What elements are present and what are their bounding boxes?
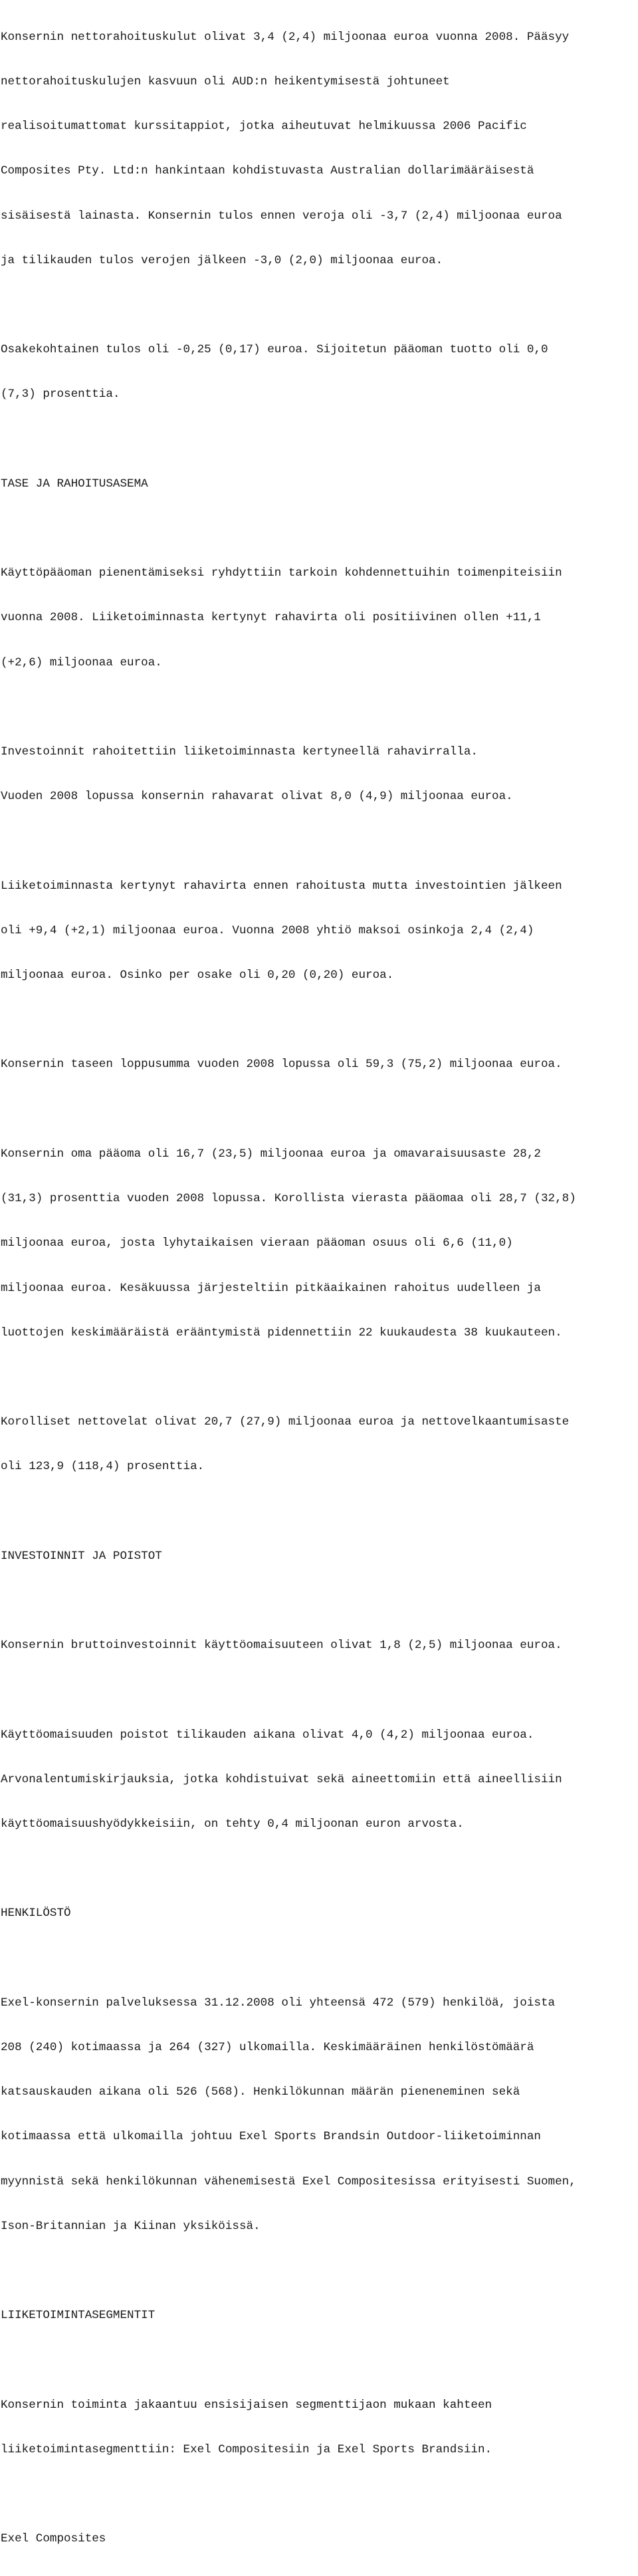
text-line: Käyttöomaisuuden poistot tilikauden aikana olivat 4,0 (4,2) miljoonaa euroa. — [1, 1728, 534, 1742]
text-line: käyttöomaisuushyödykkeisiin, on tehty 0,4 miljoonan euron arvosta. — [1, 1817, 464, 1831]
text-line: Konsernin toiminta jakaantuu ensisijaisen segmenttijaon mukaan kahteen — [1, 2398, 492, 2412]
paragraph-gap — [1, 2264, 638, 2278]
paragraph-gap — [1, 1683, 638, 1697]
text-line: oli +9,4 (+2,1) miljoonaa euroa. Vuonna 2008 yhtiö maksoi osinkoja 2,4 (2,4) — [1, 923, 534, 937]
paragraph-net-debt — [1, 1385, 638, 1504]
text-line: sisäisestä lainasta. Konsernin tulos ennen veroja oli -3,7 (2,4) miljoonaa euroa — [1, 209, 562, 223]
text-line: (+2,6) miljoonaa euroa. — [1, 655, 162, 669]
text-line: Konsernin nettorahoituskulut olivat 3,4 (2,4) miljoonaa euroa vuonna 2008. Pääsyy — [1, 30, 570, 44]
text-line: Liiketoiminnasta kertynyt rahavirta ennen rahoitusta mutta investointien jälkeen — [1, 879, 562, 893]
paragraph-gross-investments — [1, 1608, 638, 1683]
paragraph-gap — [1, 521, 638, 536]
paragraph-gap — [1, 298, 638, 312]
paragraph-gap — [1, 1504, 638, 1519]
subsection-heading-exel-composites — [1, 2502, 638, 2576]
section-heading-text: TASE JA RAHOITUSASEMA — [1, 477, 148, 491]
text-line: kotimaassa että ulkomailla johtuu Exel Sports Brandsin Outdoor-liiketoiminnan — [1, 2130, 541, 2144]
text-line: ja tilikauden tulos verojen jälkeen -3,0 (2,0) miljoonaa euroa. — [1, 253, 443, 267]
text-line: myynnistä sekä henkilökunnan vähenemisestä Exel Compositesissa erityisesti Suomen, — [1, 2174, 576, 2188]
text-line: 208 (240) kotimaassa ja 264 (327) ulkomailla. Keskimääräinen henkilöstömäärä — [1, 2040, 534, 2054]
text-line: oli 123,9 (118,4) prosenttia. — [1, 1460, 205, 1474]
text-line: Korolliset nettovelat olivat 20,7 (27,9) miljoonaa euroa ja nettovelkaantumisaste — [1, 1415, 570, 1429]
paragraph-gap — [1, 1370, 638, 1385]
text-line: Ison-Britannian ja Kiinan yksiköissä. — [1, 2219, 261, 2233]
paragraph-gap — [1, 1951, 638, 1966]
paragraph-personnel — [1, 1966, 638, 2264]
paragraph-balance-total — [1, 1028, 638, 1102]
text-line: (31,3) prosenttia vuoden 2008 lopussa. Korollista vierasta pääomaa oli 28,7 (32,8) — [1, 1192, 576, 1206]
section-heading-investments — [1, 1519, 638, 1593]
paragraph-segments — [1, 2368, 638, 2487]
paragraph-earnings-per-share — [1, 312, 638, 431]
text-line: luottojen keskimääräistä erääntymistä pidennettiin 22 kuukaudesta 38 kuukauteen. — [1, 1326, 562, 1340]
text-line: nettorahoituskulujen kasvuun oli AUD:n heikentymisestä johtuneet — [1, 75, 450, 89]
paragraph-gap — [1, 2487, 638, 2502]
text-line: Composites Pty. Ltd:n hankintaan kohdistuvasta Australian dollarimääräisestä — [1, 164, 534, 178]
text-line: miljoonaa euroa, josta lyhytaikaisen vieraan pääoman osuus oli 6,6 (11,0) — [1, 1236, 513, 1250]
text-line: Investoinnit rahoitettiin liiketoiminnasta kertyneellä rahavirralla. — [1, 745, 478, 759]
paragraph-gap — [1, 1012, 638, 1027]
subsection-heading-text: Exel Composites — [1, 2532, 106, 2546]
section-heading-text: LIIKETOIMINTASEGMENTIT — [1, 2309, 156, 2323]
text-line: Arvonalentumiskirjauksia, jotka kohdistuivat sekä aineettomiin että aineellisiin — [1, 1772, 562, 1786]
text-line: (7,3) prosenttia. — [1, 388, 120, 402]
text-line: Konsernin taseen loppusumma vuoden 2008 lopussa oli 59,3 (75,2) miljoonaa euroa. — [1, 1058, 562, 1072]
text-line: Käyttöpääoman pienentämiseksi ryhdyttiin tarkoin kohdennettuihin toimenpiteisiin — [1, 566, 562, 580]
text-line: vuonna 2008. Liiketoiminnasta kertynyt rahavirta oli positiivinen ollen +11,1 — [1, 611, 541, 625]
paragraph-cash-flow-dividends — [1, 849, 638, 1012]
text-line: miljoonaa euroa. Kesäkuussa järjesteltiin pitkäaikainen rahoitus uudelleen ja — [1, 1281, 541, 1295]
text-line: Vuoden 2008 lopussa konsernin rahavarat olivat 8,0 (4,9) miljoonaa euroa. — [1, 790, 513, 804]
section-heading-text: HENKILÖSTÖ — [1, 1907, 71, 1921]
text-line: liiketoimintasegmenttiin: Exel Compositesiin ja Exel Sports Brandsiin. — [1, 2442, 492, 2456]
paragraph-gap — [1, 1102, 638, 1117]
text-line: Exel-konsernin palveluksessa 31.12.2008 oli yhteensä 472 (579) henkilöä, joista — [1, 1996, 556, 2010]
text-line: Osakekohtainen tulos oli -0,25 (0,17) euroa. Sijoitetun pääoman tuotto oli 0,0 — [1, 343, 548, 357]
section-heading-personnel — [1, 1877, 638, 1951]
paragraph-financial-costs — [1, 0, 638, 298]
text-line: Konsernin bruttoinvestoinnit käyttöomaisuuteen olivat 1,8 (2,5) miljoonaa euroa. — [1, 1639, 562, 1653]
text-line: katsauskauden aikana oli 526 (568). Henkilökunnan määrän pieneneminen sekä — [1, 2085, 520, 2099]
paragraph-gap — [1, 700, 638, 715]
paragraph-gap — [1, 1593, 638, 1608]
paragraph-working-capital — [1, 536, 638, 699]
text-line: realisoitumattomat kurssitappiot, jotka aiheutuvat helmikuussa 2006 Pacific — [1, 120, 527, 134]
paragraph-investments-financing — [1, 715, 638, 834]
paragraph-depreciation — [1, 1698, 638, 1861]
paragraph-gap — [1, 2353, 638, 2367]
section-heading-balance-sheet — [1, 447, 638, 521]
paragraph-gap — [1, 1861, 638, 1876]
section-heading-text: INVESTOINNIT JA POISTOT — [1, 1549, 162, 1563]
text-line: miljoonaa euroa. Osinko per osake oli 0,20 (0,20) euroa. — [1, 969, 394, 983]
paragraph-equity-debt — [1, 1117, 638, 1370]
section-heading-segments — [1, 2278, 638, 2353]
paragraph-gap — [1, 834, 638, 848]
text-line: Konsernin oma pääoma oli 16,7 (23,5) miljoonaa euroa ja omavaraisuusaste 28,2 — [1, 1147, 541, 1161]
paragraph-gap — [1, 432, 638, 447]
